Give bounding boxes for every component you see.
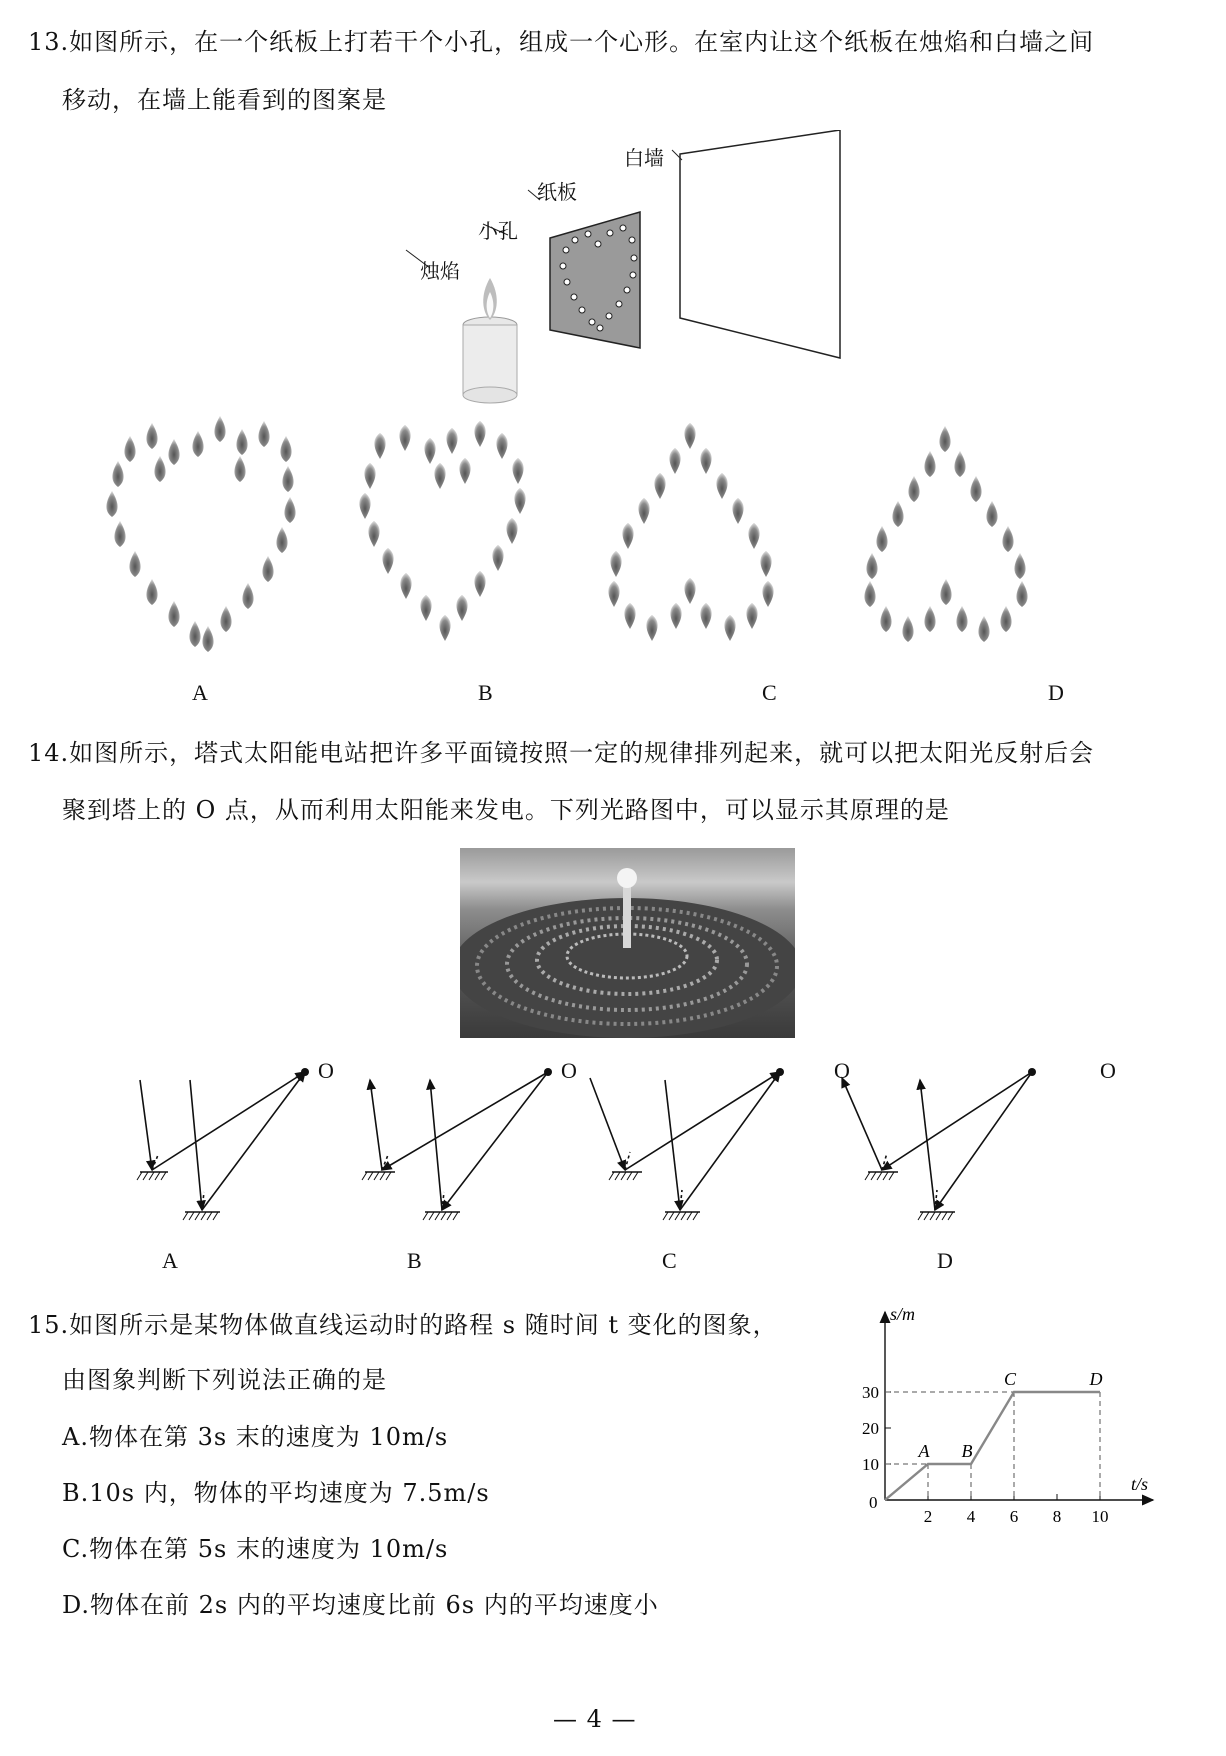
candle-board-wall-figure: [400, 130, 860, 410]
point-label-b: B: [961, 1441, 973, 1461]
option-c-diagram: [590, 1072, 780, 1212]
q14-line1: 14.如图所示，塔式太阳能电站把许多平面镜按照一定的规律排列起来，就可以把太阳光反射后会: [28, 739, 1095, 767]
q14-option-c[interactable]: C: [662, 1248, 677, 1273]
y-tick-label: 10: [862, 1455, 879, 1474]
option-c-pattern: [608, 423, 773, 641]
q15-choice-b[interactable]: B.10s 内，物体的平均速度为 7.5m/s: [62, 1479, 490, 1507]
s-t-chart: [845, 1300, 1205, 1550]
x-tick-label: 6: [1009, 1507, 1019, 1526]
q15-choice-d[interactable]: D.物体在前 2s 内的平均速度比前 6s 内的平均速度小: [62, 1591, 659, 1619]
q13-line2: 移动，在墙上能看到的图案是: [62, 86, 387, 114]
q13-option-c[interactable]: C: [762, 680, 777, 705]
board: [550, 212, 640, 348]
option-a-pattern: [106, 416, 295, 652]
q13-option-b[interactable]: B: [478, 680, 493, 705]
white-wall: [680, 130, 840, 358]
option-d-pattern: [864, 426, 1027, 642]
x-tick-label: 4: [966, 1507, 976, 1526]
option-d-diagram: [842, 1072, 1032, 1212]
y-axis-label: s/m: [890, 1304, 916, 1324]
q15-choice-a[interactable]: A.物体在第 3s 末的速度为 10m/s: [62, 1423, 449, 1451]
s-t-series-line: [885, 1392, 1100, 1500]
q15-choice-c[interactable]: C.物体在第 5s 末的速度为 10m/s: [62, 1535, 449, 1563]
option-a-diagram: [140, 1072, 305, 1212]
point-o-c: O: [834, 1058, 850, 1083]
x-tick-label: 8: [1052, 1507, 1062, 1526]
x-tick-label: 2: [923, 1507, 933, 1526]
point-label-d: D: [1089, 1369, 1103, 1389]
origin-label: 0: [869, 1493, 878, 1512]
q13-option-a[interactable]: A: [192, 680, 208, 705]
x-axis-label: t/s: [1131, 1474, 1149, 1494]
ray-diagram-options: [120, 1060, 1180, 1240]
label-board: 纸板: [537, 180, 577, 204]
q15-line2: 由图象判断下列说法正确的是: [62, 1366, 387, 1394]
label-wall: 白墙: [624, 146, 664, 170]
q14-line2: 聚到塔上的 O 点，从而利用太阳能来发电。下列光路图中，可以显示其原理的是: [62, 796, 950, 824]
point-o-d: O: [1100, 1058, 1116, 1083]
option-b-diagram: [365, 1072, 548, 1212]
point-label-a: A: [918, 1441, 930, 1461]
candle-icon: [463, 278, 517, 403]
point-o-b: O: [561, 1058, 577, 1083]
point-o-a: O: [318, 1058, 334, 1083]
heart-pattern-options: [90, 415, 1170, 675]
q14-option-a[interactable]: A: [162, 1248, 178, 1273]
y-tick-label: 30: [862, 1383, 879, 1402]
solar-plant-photo: [460, 848, 795, 1038]
option-b-pattern: [359, 421, 525, 641]
label-flame: 烛焰: [420, 259, 460, 283]
x-tick-label: 10: [1091, 1507, 1109, 1526]
label-hole: 小孔: [478, 219, 518, 243]
page-number: — 4 —: [553, 1705, 637, 1733]
q15-line1: 15.如图所示是某物体做直线运动时的路程 s 随时间 t 变化的图象，: [28, 1311, 778, 1339]
q14-option-b[interactable]: B: [407, 1248, 422, 1273]
q13-option-d[interactable]: D: [1048, 680, 1064, 705]
q14-option-d[interactable]: D: [937, 1248, 953, 1273]
point-label-c: C: [1003, 1369, 1017, 1389]
q13-line1: 13.如图所示，在一个纸板上打若干个小孔，组成一个心形。在室内让这个纸板在烛焰和白墙之间: [28, 28, 1095, 56]
y-tick-label: 20: [862, 1419, 879, 1438]
